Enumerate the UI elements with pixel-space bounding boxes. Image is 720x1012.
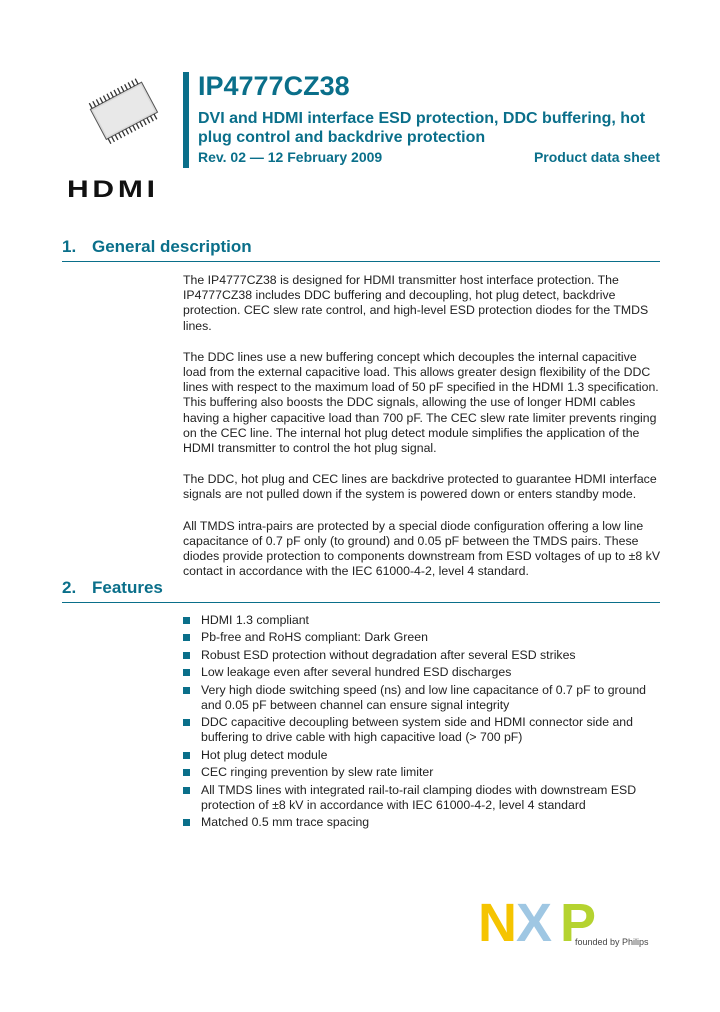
bullet-square-icon <box>183 652 190 659</box>
bullet-square-icon <box>183 769 190 776</box>
founded-by-philips: founded by Philips <box>575 937 649 947</box>
list-item-text: Low leakage even after several hundred ESD discharges <box>201 665 512 680</box>
hdmi-logo: HDMI <box>67 176 159 203</box>
section-number: 2. <box>62 578 77 597</box>
list-item <box>183 765 663 780</box>
list-item-text: Matched 0.5 mm trace spacing <box>201 815 370 830</box>
list-item <box>183 683 663 713</box>
features-list <box>183 613 663 833</box>
list-item <box>183 783 663 813</box>
list-item-text: All TMDS lines with integrated rail-to-rail clamping diodes with downstream ESD protection of ±8 kV in accordance with IEC 61000-4-2, level 4 standard <box>201 782 637 812</box>
bullet-square-icon <box>183 669 190 676</box>
chip-package-image <box>74 76 174 150</box>
paragraph: The IP4777CZ38 is designed for HDMI transmitter host interface protection. The IP4777CZ38 includes DDC buffering and decoupling, hot plug detect, backdrive protection. CEC slew rate control, and high-level ESD protection diodes for the TMDS lines. <box>183 273 649 333</box>
product-title: IP4777CZ38 <box>198 71 350 101</box>
general-description-body <box>183 273 663 595</box>
header-accent-bar <box>183 72 189 168</box>
list-item-text: Pb-free and RoHS compliant: Dark Green <box>201 630 428 645</box>
nxp-logo-x: X <box>516 893 553 953</box>
nxp-logo <box>478 893 668 956</box>
bullet-square-icon <box>183 752 190 759</box>
bullet-square-icon <box>183 687 190 694</box>
section-heading-general-description <box>62 237 660 262</box>
bullet-square-icon <box>183 634 190 641</box>
list-item <box>183 715 663 745</box>
bullet-square-icon <box>183 787 190 794</box>
paragraph: The DDC, hot plug and CEC lines are backdrive protected to guarantee HDMI interface signals are not pulled down if the system is powered down or enters standby mode. <box>183 472 657 502</box>
list-item <box>183 748 663 763</box>
list-item-text: HDMI 1.3 compliant <box>201 613 309 627</box>
list-item-text: Hot plug detect module <box>201 747 328 762</box>
list-item-text: CEC ringing prevention by slew rate limiter <box>201 765 434 780</box>
section-heading-features <box>62 578 660 603</box>
document-type: Product data sheet <box>533 149 660 165</box>
list-item-text: Robust ESD protection without degradation after several ESD strikes <box>201 647 576 662</box>
revision-date: Rev. 02 — 12 February 2009 <box>198 149 383 165</box>
product-subtitle: DVI and HDMI interface ESD protection, DDC buffering, hot plug control and backdrive protection <box>198 110 646 146</box>
nxp-logo-p: P <box>560 893 597 953</box>
section-title: Features <box>92 578 163 597</box>
bullet-square-icon <box>183 617 190 624</box>
bullet-square-icon <box>183 719 190 726</box>
list-item-text: DDC capacitive decoupling between system side and HDMI connector side and buffering to drive cable with high capacitive load (> 700 pF) <box>201 715 633 745</box>
list-item-text: Very high diode switching speed (ns) and low line capacitance of 0.7 pF to ground and 0.05 pF between channel can ensure signal integrity <box>201 682 647 712</box>
nxp-logo-n: N <box>478 893 517 953</box>
bullet-square-icon <box>183 819 190 826</box>
list-item <box>183 613 663 628</box>
list-item <box>183 648 663 663</box>
section-title: General description <box>92 237 252 256</box>
paragraph: All TMDS intra-pairs are protected by a special diode configuration offering a low line capacitance of 0.7 pF only (to ground) and 0.05 pF between the TMDS pairs. These diodes provide protection to components downstream from ESD voltages of up to ±8 kV contact in accordance with the IEC 61000-4-2, level 4 standard. <box>183 518 661 579</box>
section-number: 1. <box>62 237 77 256</box>
paragraph: The DDC lines use a new buffering concept which decouples the internal capacitive load from the external capacitive load. This allows greater design flexibility of the DDC lines with respect to the maximum load of 50 pF specified in the HDMI 1.3 specification. This buffering also boosts the DDC signals, allowing the use of longer HDMI cables having a higher capacitive load than 700 pF. The CEC slew rate limiter prevents ringing on the CEC line. The internal hot plug detect module simplifies the application of the HDMI transmitter to control the hot plug signal. <box>183 349 659 456</box>
list-item <box>183 630 663 645</box>
list-item <box>183 815 663 830</box>
list-item <box>183 665 663 680</box>
